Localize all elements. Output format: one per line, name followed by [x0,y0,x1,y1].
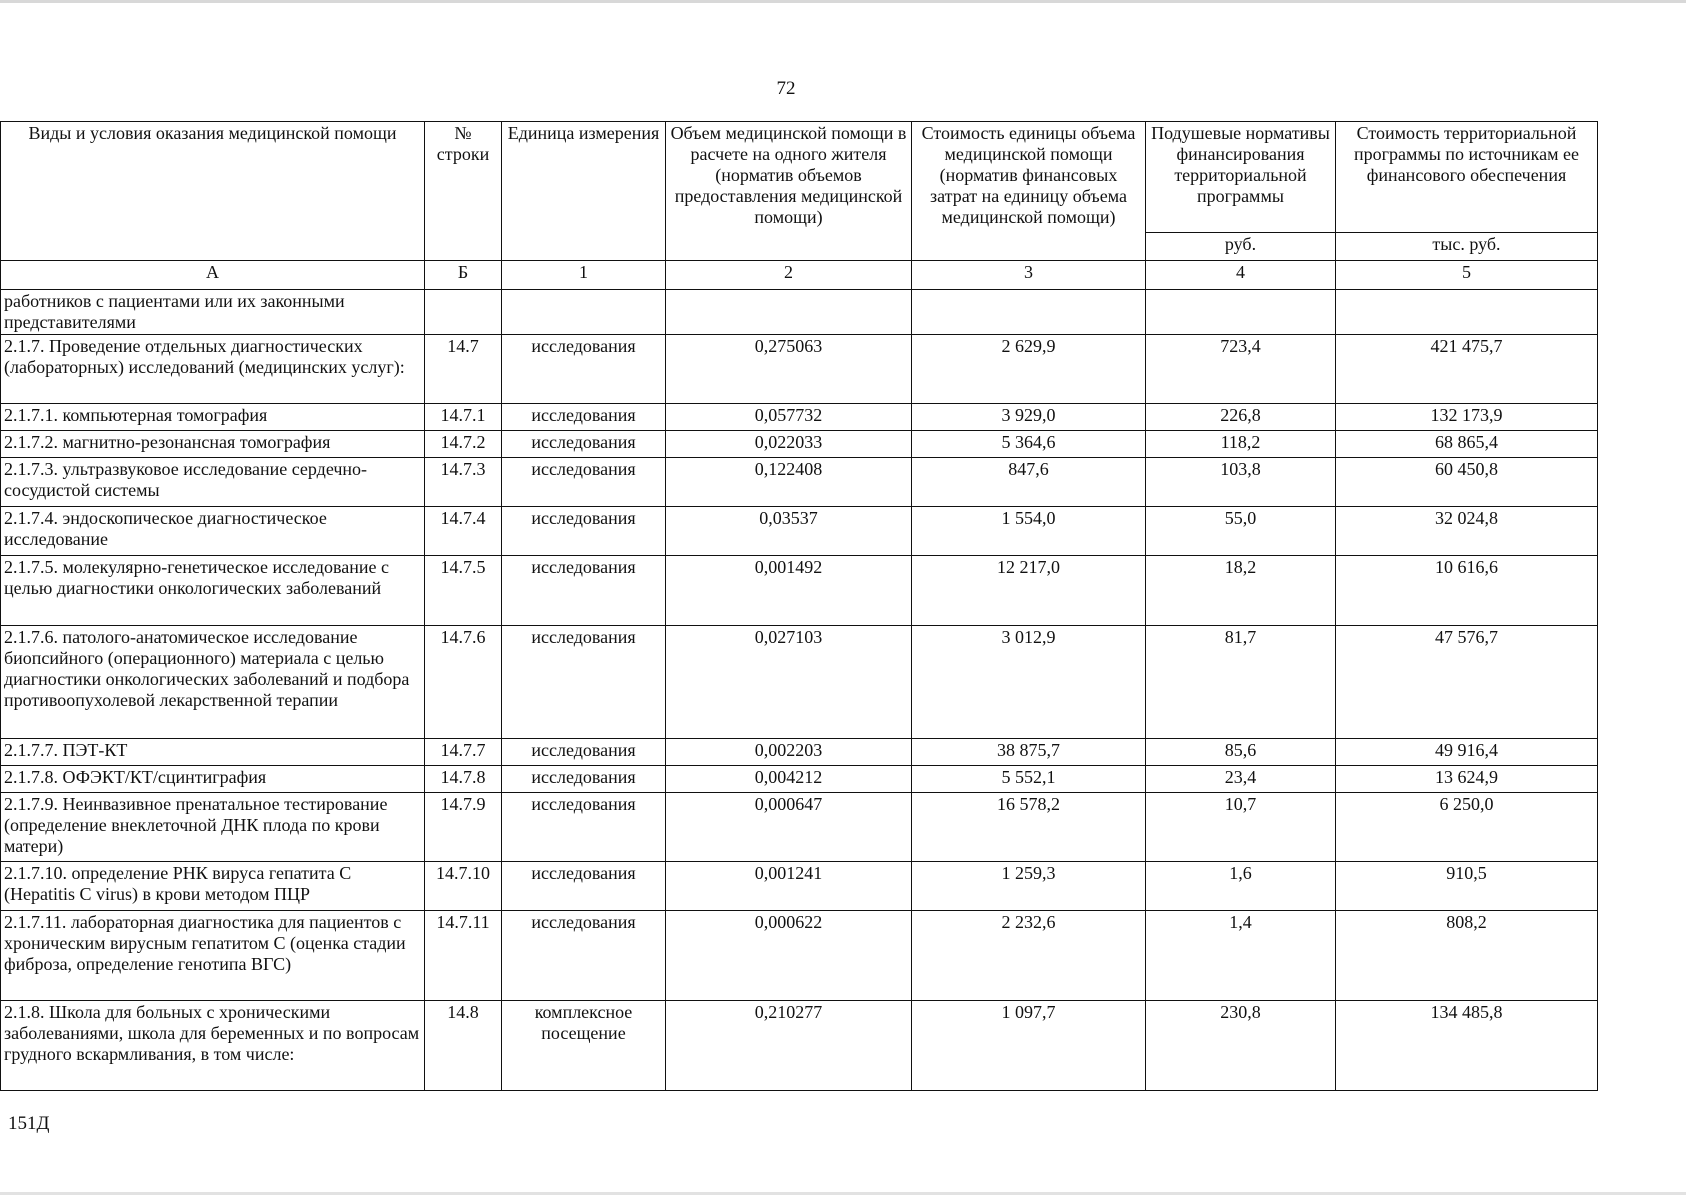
row-name-cell: 2.1.8. Школа для больных с хроническими заболеваниями, школа для беременных и по вопросам грудного вскармливания, в том числе: [1,1001,425,1091]
row-name-cell: 2.1.7.11. лабораторная диагностика для пациентов с хроническим вирусным гепатитом С (оценка стадии фиброза, определение генотипа ВГС) [1,911,425,1001]
row-unit-cell: исследования [502,431,666,458]
row-per-capita-cell: 23,4 [1146,766,1336,793]
index-cell: 2 [666,261,912,290]
row-unit-cost-cell: 12 217,0 [912,556,1146,626]
row-unit-cost-cell: 5 364,6 [912,431,1146,458]
row-unit-cell: исследования [502,739,666,766]
page-number: 72 [776,78,796,99]
row-total-cost-cell: 132 173,9 [1336,404,1598,431]
row-per-capita-cell: 55,0 [1146,507,1336,556]
row-number-cell: 14.7.4 [425,507,502,556]
row-unit-cell: исследования [502,335,666,404]
column-index-row [1,261,1598,290]
row-unit-cost-cell: 38 875,7 [912,739,1146,766]
row-total-cost-cell [1336,290,1598,335]
row-unit-cost-cell: 2 232,6 [912,911,1146,1001]
row-number-cell: 14.7.7 [425,739,502,766]
row-number-cell: 14.7.9 [425,793,502,862]
row-unit-cost-cell: 16 578,2 [912,793,1146,862]
row-per-capita-cell: 81,7 [1146,626,1336,739]
header-type-and-conditions: Виды и условия оказания медицинской помощи [1,122,425,261]
row-per-capita-cell: 118,2 [1146,431,1336,458]
table-row [1,739,1598,766]
row-name-cell: 2.1.7.3. ультразвуковое исследование сердечно-сосудистой системы [1,458,425,507]
row-name-cell: 2.1.7.6. патолого-анатомическое исследование биопсийного (операционного) материала с целью диагностики онкологических заболеваний и подбора противоопухолевой лекарственной терапии [1,626,425,739]
row-name-cell: 2.1.7.5. молекулярно-генетическое исследование с целью диагностики онкологических заболеваний [1,556,425,626]
row-volume-cell: 0,004212 [666,766,912,793]
table-row [1,290,1598,335]
row-unit-cost-cell: 1 554,0 [912,507,1146,556]
table-row [1,556,1598,626]
row-name-cell: 2.1.7.2. магнитно-резонансная томография [1,431,425,458]
row-volume-cell: 0,001241 [666,862,912,911]
table-row [1,404,1598,431]
row-per-capita-cell: 1,4 [1146,911,1336,1001]
row-name-cell: 2.1.7.7. ПЭТ-КТ [1,739,425,766]
row-unit-cost-cell: 3 929,0 [912,404,1146,431]
header-unit: Единица измерения [502,122,666,261]
row-unit-cell: исследования [502,458,666,507]
row-unit-cost-cell: 1 097,7 [912,1001,1146,1091]
table-row [1,458,1598,507]
medical-care-cost-table [0,121,1598,1091]
row-total-cost-cell: 68 865,4 [1336,431,1598,458]
index-cell: 4 [1146,261,1336,290]
row-unit-cell: исследования [502,626,666,739]
row-total-cost-cell: 47 576,7 [1336,626,1598,739]
row-unit-cell: исследования [502,507,666,556]
index-cell: Б [425,261,502,290]
index-cell: А [1,261,425,290]
row-number-cell: 14.7.5 [425,556,502,626]
table-body [1,261,1598,1091]
row-name-cell: 2.1.7. Проведение отдельных диагностических (лабораторных) исследований (медицинских услуг): [1,335,425,404]
row-per-capita-cell: 85,6 [1146,739,1336,766]
row-volume-cell: 0,210277 [666,1001,912,1091]
row-volume-cell: 0,03537 [666,507,912,556]
row-name-cell: 2.1.7.8. ОФЭКТ/КТ/сцинтиграфия [1,766,425,793]
row-total-cost-cell: 49 916,4 [1336,739,1598,766]
index-cell: 5 [1336,261,1598,290]
row-total-cost-cell: 13 624,9 [1336,766,1598,793]
row-unit-cost-cell: 1 259,3 [912,862,1146,911]
row-per-capita-cell: 103,8 [1146,458,1336,507]
table-row [1,911,1598,1001]
row-number-cell: 14.7.11 [425,911,502,1001]
row-total-cost-cell: 10 616,6 [1336,556,1598,626]
row-per-capita-cell: 226,8 [1146,404,1336,431]
row-name-cell: 2.1.7.9. Неинвазивное пренатальное тестирование (определение внеклеточной ДНК плода по крови матери) [1,793,425,862]
row-name-cell: 2.1.7.10. определение РНК вируса гепатита С (Hepatitis C virus) в крови методом ПЦР [1,862,425,911]
row-number-cell: 14.7.3 [425,458,502,507]
row-unit-cell: исследования [502,862,666,911]
table-row [1,1001,1598,1091]
table-row [1,335,1598,404]
row-unit-cell: исследования [502,911,666,1001]
row-name-cell: работников с пациентами или их законными представителями [1,290,425,335]
row-per-capita-cell: 723,4 [1146,335,1336,404]
header-program-cost: Стоимость территориальной программы по источникам ее финансового обеспечения [1336,122,1598,233]
row-number-cell: 14.7.1 [425,404,502,431]
table-row [1,507,1598,556]
index-cell: 3 [912,261,1146,290]
table-row [1,626,1598,739]
row-number-cell: 14.8 [425,1001,502,1091]
row-volume-cell: 0,001492 [666,556,912,626]
row-number-cell: 14.7.10 [425,862,502,911]
row-name-cell: 2.1.7.1. компьютерная томография [1,404,425,431]
scan-edge-top [0,0,1686,3]
row-name-cell: 2.1.7.4. эндоскопическое диагностическое исследование [1,507,425,556]
header-row-number: № строки [425,122,502,261]
header-volume-per-resident: Объем медицинской помощи в расчете на одного жителя (норматив объемов предоставления медицинской помощи) [666,122,912,261]
row-per-capita-cell: 230,8 [1146,1001,1336,1091]
row-total-cost-cell: 32 024,8 [1336,507,1598,556]
header-per-capita-norms: Подушевые нормативы финансирования территориальной программы [1146,122,1336,233]
row-total-cost-cell: 910,5 [1336,862,1598,911]
row-number-cell [425,290,502,335]
table-row [1,862,1598,911]
row-unit-cell: исследования [502,556,666,626]
row-volume-cell: 0,000622 [666,911,912,1001]
row-unit-cost-cell: 3 012,9 [912,626,1146,739]
row-number-cell: 14.7 [425,335,502,404]
row-volume-cell: 0,027103 [666,626,912,739]
header-unit-cost: Стоимость единицы объема медицинской помощи (норматив финансовых затрат на единицу объема медицинской помощи) [912,122,1146,261]
row-volume-cell: 0,000647 [666,793,912,862]
row-per-capita-cell: 18,2 [1146,556,1336,626]
row-number-cell: 14.7.2 [425,431,502,458]
scan-edge-bottom [0,1192,1686,1195]
row-volume-cell: 0,275063 [666,335,912,404]
row-volume-cell: 0,122408 [666,458,912,507]
row-per-capita-cell: 10,7 [1146,793,1336,862]
header-unit-rub: руб. [1146,233,1336,261]
row-volume-cell: 0,057732 [666,404,912,431]
row-unit-cost-cell: 847,6 [912,458,1146,507]
row-unit-cell: исследования [502,404,666,431]
row-number-cell: 14.7.6 [425,626,502,739]
row-unit-cell: исследования [502,793,666,862]
table-row [1,793,1598,862]
document-code: 151Д [8,1113,50,1134]
row-unit-cost-cell: 5 552,1 [912,766,1146,793]
row-volume-cell: 0,002203 [666,739,912,766]
row-unit-cell: комплексное посещение [502,1001,666,1091]
table-row [1,431,1598,458]
table-row [1,766,1598,793]
row-unit-cell [502,290,666,335]
row-total-cost-cell: 6 250,0 [1336,793,1598,862]
row-total-cost-cell: 60 450,8 [1336,458,1598,507]
header-unit-thousand-rub: тыс. руб. [1336,233,1598,261]
row-unit-cost-cell [912,290,1146,335]
row-volume-cell: 0,022033 [666,431,912,458]
index-cell: 1 [502,261,666,290]
row-total-cost-cell: 808,2 [1336,911,1598,1001]
row-unit-cost-cell: 2 629,9 [912,335,1146,404]
row-total-cost-cell: 421 475,7 [1336,335,1598,404]
row-per-capita-cell: 1,6 [1146,862,1336,911]
row-number-cell: 14.7.8 [425,766,502,793]
row-per-capita-cell [1146,290,1336,335]
row-volume-cell [666,290,912,335]
row-unit-cell: исследования [502,766,666,793]
row-total-cost-cell: 134 485,8 [1336,1001,1598,1091]
